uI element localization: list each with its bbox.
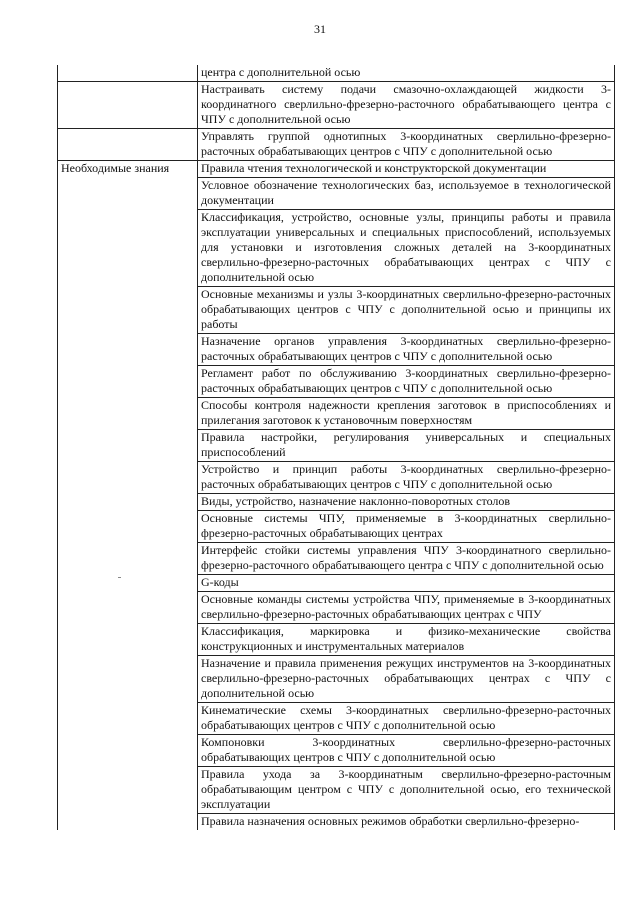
knowledge-text: Основные системы ЧПУ, применяемые в 3-координатных сверлильно-фрезерно-расточных обрабатывающих центрах — [201, 511, 611, 540]
knowledge-text: Назначение органов управления 3-координатных сверлильно-фрезерно-расточных обрабатывающих центров с ЧПУ с дополнительной осью — [201, 334, 611, 363]
knowledge-text: Правила чтения технологической и конструкторской документации — [201, 161, 547, 175]
label-cell-empty — [58, 129, 198, 161]
knowledge-label: Необходимые знания — [61, 161, 170, 175]
label-cell-empty — [58, 82, 198, 129]
knowledge-text: Классификация, маркировка и физико-механические свойства конструкционных и инструментальных материалов — [201, 624, 611, 653]
table-row — [58, 161, 615, 178]
knowledge-text: Классификация, устройство, основные узлы, принципы работы и правила эксплуатации универсальных и специальных приспособлений, используемых для установки и изготовления сложных деталей на 3-координатных сверлильно-фрезерно-расточных обрабатывающих центрах с ЧПУ с дополнительной осью — [201, 210, 611, 284]
knowledge-text: Виды, устройство, назначение наклонно-поворотных столов — [201, 494, 511, 508]
knowledge-cell — [198, 703, 615, 735]
knowledge-cell — [198, 366, 615, 398]
knowledge-cell — [198, 511, 615, 543]
knowledge-cell — [198, 430, 615, 462]
page-number: 31 — [314, 22, 326, 36]
knowledge-cell — [198, 592, 615, 624]
knowledge-cell — [198, 735, 615, 767]
knowledge-text: Компоновки 3-координатных сверлильно-фрезерно-расточных обрабатывающих центров с ЧПУ с дополнительной осью — [201, 735, 611, 764]
knowledge-cell — [198, 178, 615, 210]
skill-cell — [198, 129, 615, 161]
skill-text: центра с дополнительной осью — [201, 65, 361, 79]
knowledge-cell — [198, 462, 615, 494]
table-row — [58, 82, 615, 129]
knowledge-cell — [198, 494, 615, 511]
knowledge-text: Условное обозначение технологических баз, используемое в технологической документации — [201, 178, 611, 207]
knowledge-cell — [198, 287, 615, 334]
knowledge-text: Устройство и принцип работы 3-координатных сверлильно-фрезерно-расточных обрабатывающих центров с ЧПУ с дополнительной осью — [201, 462, 611, 491]
knowledge-text: Правила настройки, регулирования универсальных и специальных приспособлений — [201, 430, 611, 459]
knowledge-cell — [198, 398, 615, 430]
knowledge-text: Назначение и правила применения режущих инструментов на 3-координатных сверлильно-фрезерно-расточных обрабатывающих центрах с ЧПУ с дополнительной осью — [201, 656, 611, 700]
table-row — [58, 65, 615, 82]
knowledge-text: Способы контроля надежности крепления заготовок в приспособлениях и прилегания заготовок к установочным поверхностям — [201, 398, 611, 427]
skill-cell — [198, 82, 615, 129]
knowledge-text: Основные команды системы устройства ЧПУ, применяемые в 3-координатных сверлильно-фрезерно-расточных обрабатывающих центрах с ЧПУ — [201, 592, 611, 621]
scan-artifact — [118, 577, 121, 578]
knowledge-text: Кинематические схемы 3-координатных сверлильно-фрезерно-расточных обрабатывающих центров с ЧПУ с дополнительной осью — [201, 703, 611, 732]
knowledge-text: Правила ухода за 3-координатным сверлильно-фрезерно-расточным обрабатывающим центром с ЧПУ с дополнительной осью, его технической эксплуатации — [201, 767, 611, 811]
knowledge-cell — [198, 656, 615, 703]
knowledge-cell — [198, 767, 615, 814]
knowledge-cell — [198, 575, 615, 592]
knowledge-cell — [198, 624, 615, 656]
knowledge-text: Правила назначения основных режимов обработки сверлильно-фрезерно- — [201, 814, 580, 828]
label-cell-empty — [58, 65, 198, 82]
knowledge-label-cell — [58, 161, 198, 831]
knowledge-cell — [198, 334, 615, 366]
table-row — [58, 129, 615, 161]
competency-table — [57, 65, 615, 830]
knowledge-text: Регламент работ по обслуживанию 3-координатных сверлильно-фрезерно-расточных обрабатывающих центров с ЧПУ с дополнительной осью — [201, 366, 611, 395]
skill-text: Настраивать систему подачи смазочно-охлаждающей жидкости 3-координатного сверлильно-фрезерно-расточного обрабатывающего центра с ЧПУ с дополнительной осью — [201, 82, 611, 126]
knowledge-text: Интерфейс стойки системы управления ЧПУ 3-координатного сверлильно-фрезерно-расточного обрабатывающего центра с ЧПУ с дополнительной осью — [201, 543, 611, 572]
knowledge-text: Основные механизмы и узлы 3-координатных сверлильно-фрезерно-расточных обрабатывающих центров с ЧПУ с дополнительной осью и принципы их работы — [201, 287, 611, 331]
knowledge-cell — [198, 161, 615, 178]
knowledge-text: G-коды — [201, 575, 239, 589]
skill-cell — [198, 65, 615, 82]
knowledge-cell — [198, 814, 615, 831]
knowledge-cell — [198, 543, 615, 575]
skill-text: Управлять группой однотипных 3-координатных сверлильно-фрезерно-расточных обрабатывающих центров с ЧПУ с дополнительной осью — [201, 129, 611, 158]
knowledge-cell — [198, 210, 615, 287]
